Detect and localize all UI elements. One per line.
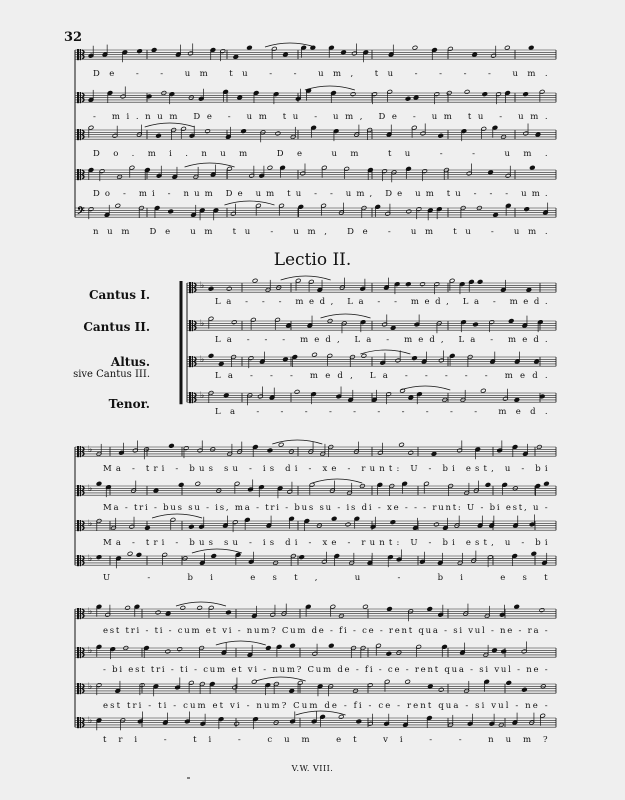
note-head bbox=[492, 648, 498, 653]
note-head bbox=[180, 605, 186, 610]
c-clef bbox=[77, 683, 79, 694]
slur bbox=[296, 711, 346, 715]
note-head bbox=[390, 325, 396, 330]
note-head bbox=[267, 448, 273, 453]
note-head bbox=[177, 647, 183, 652]
slur bbox=[281, 276, 331, 280]
note-head bbox=[312, 352, 318, 357]
note-head bbox=[218, 361, 224, 366]
note-head bbox=[405, 96, 411, 101]
note-head bbox=[535, 132, 541, 137]
note-head bbox=[412, 356, 418, 361]
note-head bbox=[485, 482, 491, 487]
note-head bbox=[406, 209, 412, 214]
note-head bbox=[189, 524, 195, 529]
note-head bbox=[165, 649, 171, 654]
note-head bbox=[504, 45, 510, 50]
slur bbox=[224, 201, 274, 205]
note-head bbox=[501, 649, 507, 654]
note-head bbox=[289, 688, 295, 693]
note-head bbox=[345, 522, 351, 527]
slur bbox=[321, 314, 371, 318]
flat-sign: ♭ bbox=[88, 445, 93, 455]
flat-sign: ♭ bbox=[88, 484, 93, 494]
note-head bbox=[223, 393, 229, 398]
slur bbox=[256, 677, 306, 681]
note-head bbox=[361, 353, 367, 358]
note-head bbox=[412, 45, 418, 50]
note-head bbox=[438, 133, 444, 138]
flat-sign: ♭ bbox=[200, 355, 205, 365]
slur bbox=[176, 602, 226, 606]
note-head bbox=[136, 552, 142, 557]
slur bbox=[312, 479, 362, 483]
note-head bbox=[528, 45, 534, 50]
note-head bbox=[286, 323, 292, 328]
note-head bbox=[405, 679, 411, 684]
c-clef bbox=[189, 282, 191, 293]
note-head bbox=[363, 604, 369, 609]
note-head bbox=[234, 721, 240, 726]
note-head bbox=[168, 209, 174, 214]
lyric-line: De - - um tu - - um, tu - - - - um. bbox=[93, 69, 549, 79]
note-head bbox=[96, 555, 102, 560]
note-head bbox=[367, 683, 373, 688]
note-head bbox=[408, 395, 414, 400]
flat-sign: ♭ bbox=[200, 319, 205, 329]
note-head bbox=[241, 129, 247, 134]
note-head bbox=[350, 92, 356, 97]
note-head bbox=[267, 165, 273, 170]
note-head bbox=[275, 131, 281, 136]
note-head bbox=[211, 554, 217, 559]
lyric-line: est tri - ti - cum et vi - num? Cum de - fi - ce - rent qua - si vul - ne - bbox=[103, 701, 548, 711]
note-head bbox=[448, 46, 454, 51]
note-head bbox=[208, 286, 214, 291]
note-head bbox=[283, 52, 289, 57]
slur bbox=[192, 549, 242, 553]
lyric-line: Ma - tri - bus su - is, ma - tri - bus su - is di - xe - - - runt: U - bi est, u - bbox=[103, 503, 549, 513]
note-head bbox=[482, 92, 488, 97]
slur bbox=[265, 43, 315, 47]
slur bbox=[145, 123, 195, 127]
note-head bbox=[399, 442, 405, 447]
voice-name-cantus-1: Cantus I. bbox=[88, 288, 150, 302]
note-head bbox=[156, 133, 162, 138]
note-head bbox=[237, 95, 243, 100]
note-head bbox=[405, 282, 411, 287]
note-head bbox=[506, 680, 512, 685]
c-clef bbox=[189, 392, 191, 403]
note-head bbox=[278, 442, 284, 447]
note-head bbox=[208, 353, 214, 358]
lyric-line: Ma - tri - bus su - is di - xe - runt: U - bi est, u - bi bbox=[103, 464, 549, 474]
note-head bbox=[386, 651, 392, 656]
lyric-line: Do.mi.num De um tu - - um. bbox=[93, 149, 548, 159]
note-head bbox=[226, 610, 232, 615]
note-head bbox=[522, 687, 528, 692]
flat-sign: ♭ bbox=[88, 554, 93, 564]
lyric-line: La - - - med, La - - - - - med. bbox=[215, 371, 548, 381]
note-head bbox=[488, 170, 494, 175]
flat-sign: ♭ bbox=[88, 519, 93, 529]
note-head bbox=[534, 359, 540, 364]
voice-name-tenor: Tenor. bbox=[108, 397, 150, 411]
flat-sign: ♭ bbox=[200, 281, 205, 291]
flat-sign: ♭ bbox=[88, 682, 93, 692]
c-clef bbox=[77, 129, 79, 140]
note-head bbox=[480, 388, 486, 393]
c-clef bbox=[189, 356, 191, 367]
note-head bbox=[294, 389, 300, 394]
note-head bbox=[413, 95, 419, 100]
note-head bbox=[472, 52, 478, 57]
note-head bbox=[290, 643, 296, 648]
lyric-line: U - bi est, u - bi est bbox=[103, 573, 549, 583]
note-head bbox=[251, 679, 257, 684]
c-clef bbox=[77, 647, 79, 658]
note-head bbox=[477, 279, 483, 284]
note-head bbox=[137, 49, 143, 54]
note-head bbox=[514, 397, 520, 402]
note-head bbox=[328, 643, 334, 648]
note-head bbox=[539, 608, 545, 613]
note-head bbox=[155, 610, 161, 615]
note-head bbox=[434, 522, 440, 527]
note-head bbox=[427, 684, 433, 689]
flat-sign: ♭ bbox=[88, 716, 93, 726]
note-head bbox=[195, 481, 201, 486]
lyric-line: - bi est tri - ti - cum et vi - num? Cum de - fi - ce - rent qua - si vul - ne - bbox=[103, 665, 548, 675]
note-head bbox=[96, 481, 102, 486]
note-head bbox=[493, 212, 499, 217]
note-head bbox=[247, 45, 253, 50]
note-head bbox=[427, 607, 433, 612]
note-head bbox=[145, 525, 151, 530]
note-head bbox=[544, 481, 550, 486]
voice-name-cantus-2: Cantus II. bbox=[83, 320, 150, 334]
note-head bbox=[514, 604, 520, 609]
note-head bbox=[524, 207, 530, 212]
note-head bbox=[523, 92, 529, 97]
lyric-line: La - - - med, La - - med, La - med. bbox=[215, 297, 548, 307]
c-clef bbox=[77, 520, 79, 531]
note-head bbox=[283, 357, 289, 362]
flat-sign: ♭ bbox=[88, 607, 93, 617]
note-head bbox=[331, 516, 337, 521]
note-head bbox=[408, 450, 414, 455]
c-clef bbox=[77, 169, 79, 180]
footer-mark: V.W. VIII. bbox=[291, 764, 334, 773]
c-clef bbox=[77, 49, 79, 60]
flat-sign: ♭ bbox=[200, 391, 205, 401]
slur bbox=[216, 641, 266, 645]
lyric-line: Do - mi - num De um tu - - um, De um tu - - - um. bbox=[93, 189, 549, 199]
c-clef bbox=[77, 608, 79, 619]
lyric-line: - mi.num De - um tu - um, De - um tu - um. bbox=[93, 112, 548, 122]
section-title: Lectio II. bbox=[273, 250, 352, 270]
slur bbox=[185, 163, 235, 167]
slur bbox=[152, 514, 202, 518]
lyric-line: La - - - - - - - - - - med. bbox=[215, 407, 548, 417]
note-head bbox=[153, 488, 159, 493]
note-head bbox=[464, 89, 470, 94]
lyric-line: La - - - med, La - med, La - med. bbox=[215, 335, 548, 345]
flat-sign: ♭ bbox=[88, 646, 93, 656]
note-head bbox=[233, 54, 239, 59]
c-clef bbox=[77, 717, 79, 728]
c-clef bbox=[77, 92, 79, 103]
note-head bbox=[127, 551, 133, 556]
note-head bbox=[151, 48, 157, 53]
bass-clef: 𝄢 bbox=[77, 205, 85, 219]
lyric-line: tri - ti - cum et vi - - num? bbox=[103, 735, 548, 745]
note-head bbox=[266, 646, 272, 651]
note-head bbox=[473, 322, 479, 327]
note-head bbox=[125, 605, 131, 610]
voice-name-altus: Altus. bbox=[110, 355, 150, 369]
note-head bbox=[438, 687, 444, 692]
lyric-line: num De um tu - um, De - um tu - um. bbox=[93, 227, 548, 237]
note-head bbox=[420, 282, 426, 287]
note-head bbox=[178, 482, 184, 487]
note-head bbox=[431, 451, 437, 456]
note-head bbox=[115, 203, 121, 208]
note-head bbox=[341, 50, 347, 55]
c-clef bbox=[77, 555, 79, 566]
note-head bbox=[205, 129, 211, 134]
note-head bbox=[508, 319, 514, 324]
note-head bbox=[231, 320, 237, 325]
note-head bbox=[169, 443, 175, 448]
note-head bbox=[165, 611, 171, 616]
page-number: 32 bbox=[64, 30, 83, 45]
note-head bbox=[226, 286, 232, 291]
voice-subname-altus: sive Cantus III. bbox=[73, 369, 150, 380]
c-clef bbox=[77, 446, 79, 457]
note-head bbox=[526, 287, 532, 292]
c-clef bbox=[77, 485, 79, 496]
note-head bbox=[531, 551, 537, 556]
note-head bbox=[299, 555, 305, 560]
note-head bbox=[390, 520, 396, 525]
note-head bbox=[356, 719, 362, 724]
lyric-line: Ma - tri - bus su - is di - xe - runt: U - bi est, u - bi bbox=[103, 538, 549, 548]
slur bbox=[400, 386, 450, 390]
lyric-line: est tri - ti - cum et vi - num? Cum de - fi - ce - rent qua - si vul - ne - ra - bbox=[103, 626, 548, 636]
c-clef bbox=[189, 320, 191, 331]
note-head bbox=[338, 714, 344, 719]
note-head bbox=[197, 605, 203, 610]
slur bbox=[360, 350, 410, 354]
note-head bbox=[529, 165, 535, 170]
note-head bbox=[387, 607, 393, 612]
note-head bbox=[252, 278, 258, 283]
slur bbox=[305, 86, 355, 90]
